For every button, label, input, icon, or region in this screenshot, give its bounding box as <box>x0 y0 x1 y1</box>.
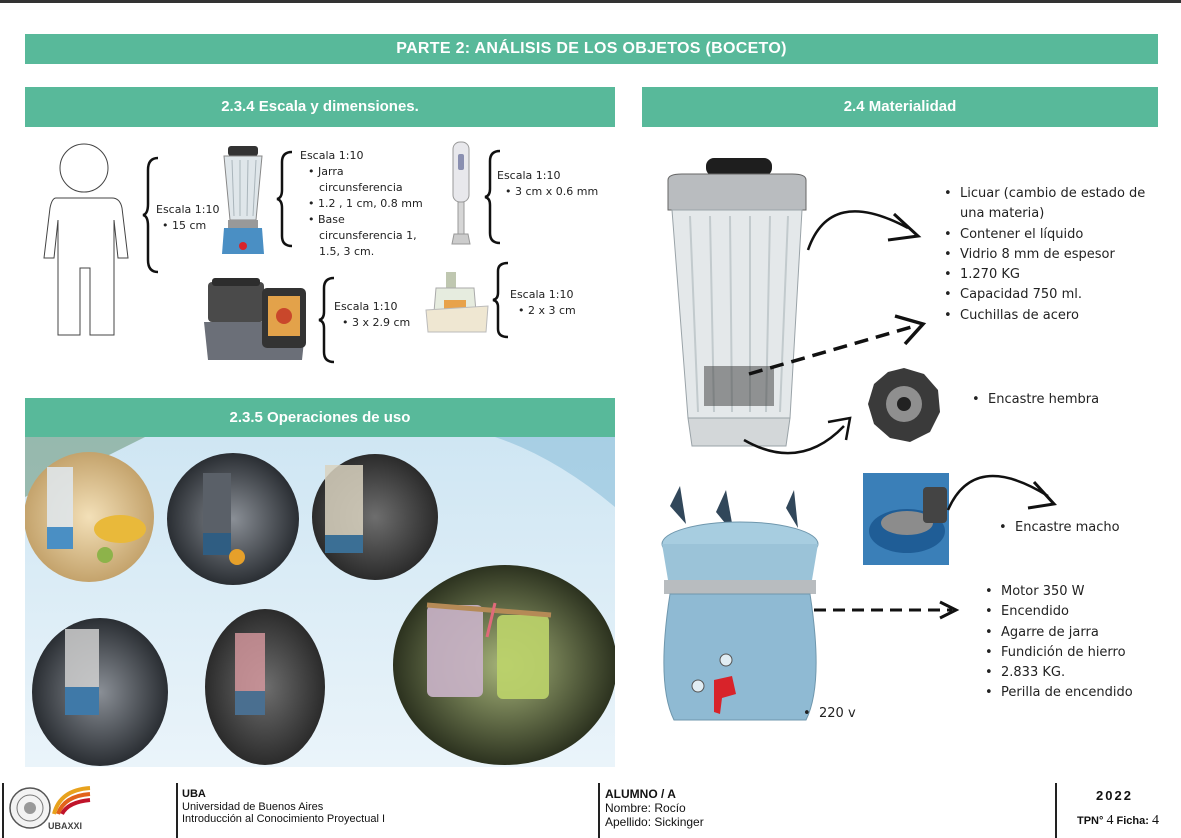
encastre-hembra-photo <box>866 366 942 444</box>
blender-photo <box>218 142 268 262</box>
human-scale-text: Escala 1:10 • 15 cm <box>156 202 219 234</box>
jar-features-list: • Licuar (cambio de estado de una materia) • Contener el líquido • Vidrio 8 mm de espesor • 1.270 KG • Capacidad 750 ml. • Cuchillas de acero <box>944 184 1145 326</box>
encastre-macho-label: • Encastre macho <box>999 518 1120 538</box>
hand-mixer-scale-text: Escala 1:10 • 3 cm x 0.6 mm <box>497 168 598 200</box>
voltage-label: • 220 v <box>803 704 856 724</box>
footer-student: ALUMNO / A Nombre: Rocío Apellido: Sickinger <box>605 787 704 829</box>
uba-seal-logo <box>8 786 52 830</box>
top-border <box>0 0 1181 3</box>
footer-institution: UBA Universidad de Buenos Aires Introducción al Conocimiento Proyectual I <box>182 788 385 825</box>
food-robot-scale-text: Escala 1:10 • 3 x 2.9 cm <box>334 299 410 331</box>
arrow-to-macho-icon <box>944 460 1064 520</box>
footer-divider-3 <box>1055 783 1057 838</box>
footer-year: 2022 <box>1096 788 1133 803</box>
human-silhouette-icon <box>36 140 136 345</box>
dashed-arrow-base-icon <box>812 598 962 622</box>
food-processor-scale-text: Escala 1:10 • 2 x 3 cm <box>510 287 576 319</box>
arrow-to-hembra-icon <box>740 410 860 465</box>
section-title-operaciones: 2.3.5 Operaciones de uso <box>25 398 615 438</box>
food-processor-brace-icon <box>492 261 510 339</box>
arrow-to-features-icon <box>800 180 930 260</box>
blender-jar-photo <box>664 156 810 450</box>
encastre-macho-photo <box>863 473 949 565</box>
ubaxxi-logo <box>50 784 94 818</box>
ubaxxi-logo-text: UBAXXI <box>48 821 83 831</box>
blender-brace-icon <box>276 150 294 248</box>
base-features-list: • Motor 350 W • Encendido • Agarre de jarra • Fundición de hierro • 2.833 KG. • Perilla de encendido <box>985 582 1133 704</box>
footer-divider-1 <box>176 783 178 838</box>
blender-scale-text: Escala 1:10 • Jarra circunsferencia • 1.2 , 1 cm, 0.8 mm • Base circunsferencia 1, 1.5, 3 cm. <box>300 148 423 260</box>
food-robot-photo <box>202 272 310 364</box>
page-title: PARTE 2: ANÁLISIS DE LOS OBJETOS (BOCETO) <box>25 34 1158 64</box>
food-processor-photo <box>424 270 490 334</box>
footer-divider-left <box>2 783 4 838</box>
operations-collage-photo <box>25 437 615 767</box>
blender-base-photo <box>656 484 824 734</box>
section-title-escala: 2.3.4 Escala y dimensiones. <box>25 87 615 127</box>
footer-tpn: TPN° 4 Ficha: 4 <box>1077 813 1159 828</box>
section-title-materialidad: 2.4 Materialidad <box>642 87 1158 127</box>
encastre-hembra-label: • Encastre hembra <box>972 390 1099 410</box>
hand-mixer-photo <box>446 140 476 248</box>
footer-divider-2 <box>598 783 600 838</box>
